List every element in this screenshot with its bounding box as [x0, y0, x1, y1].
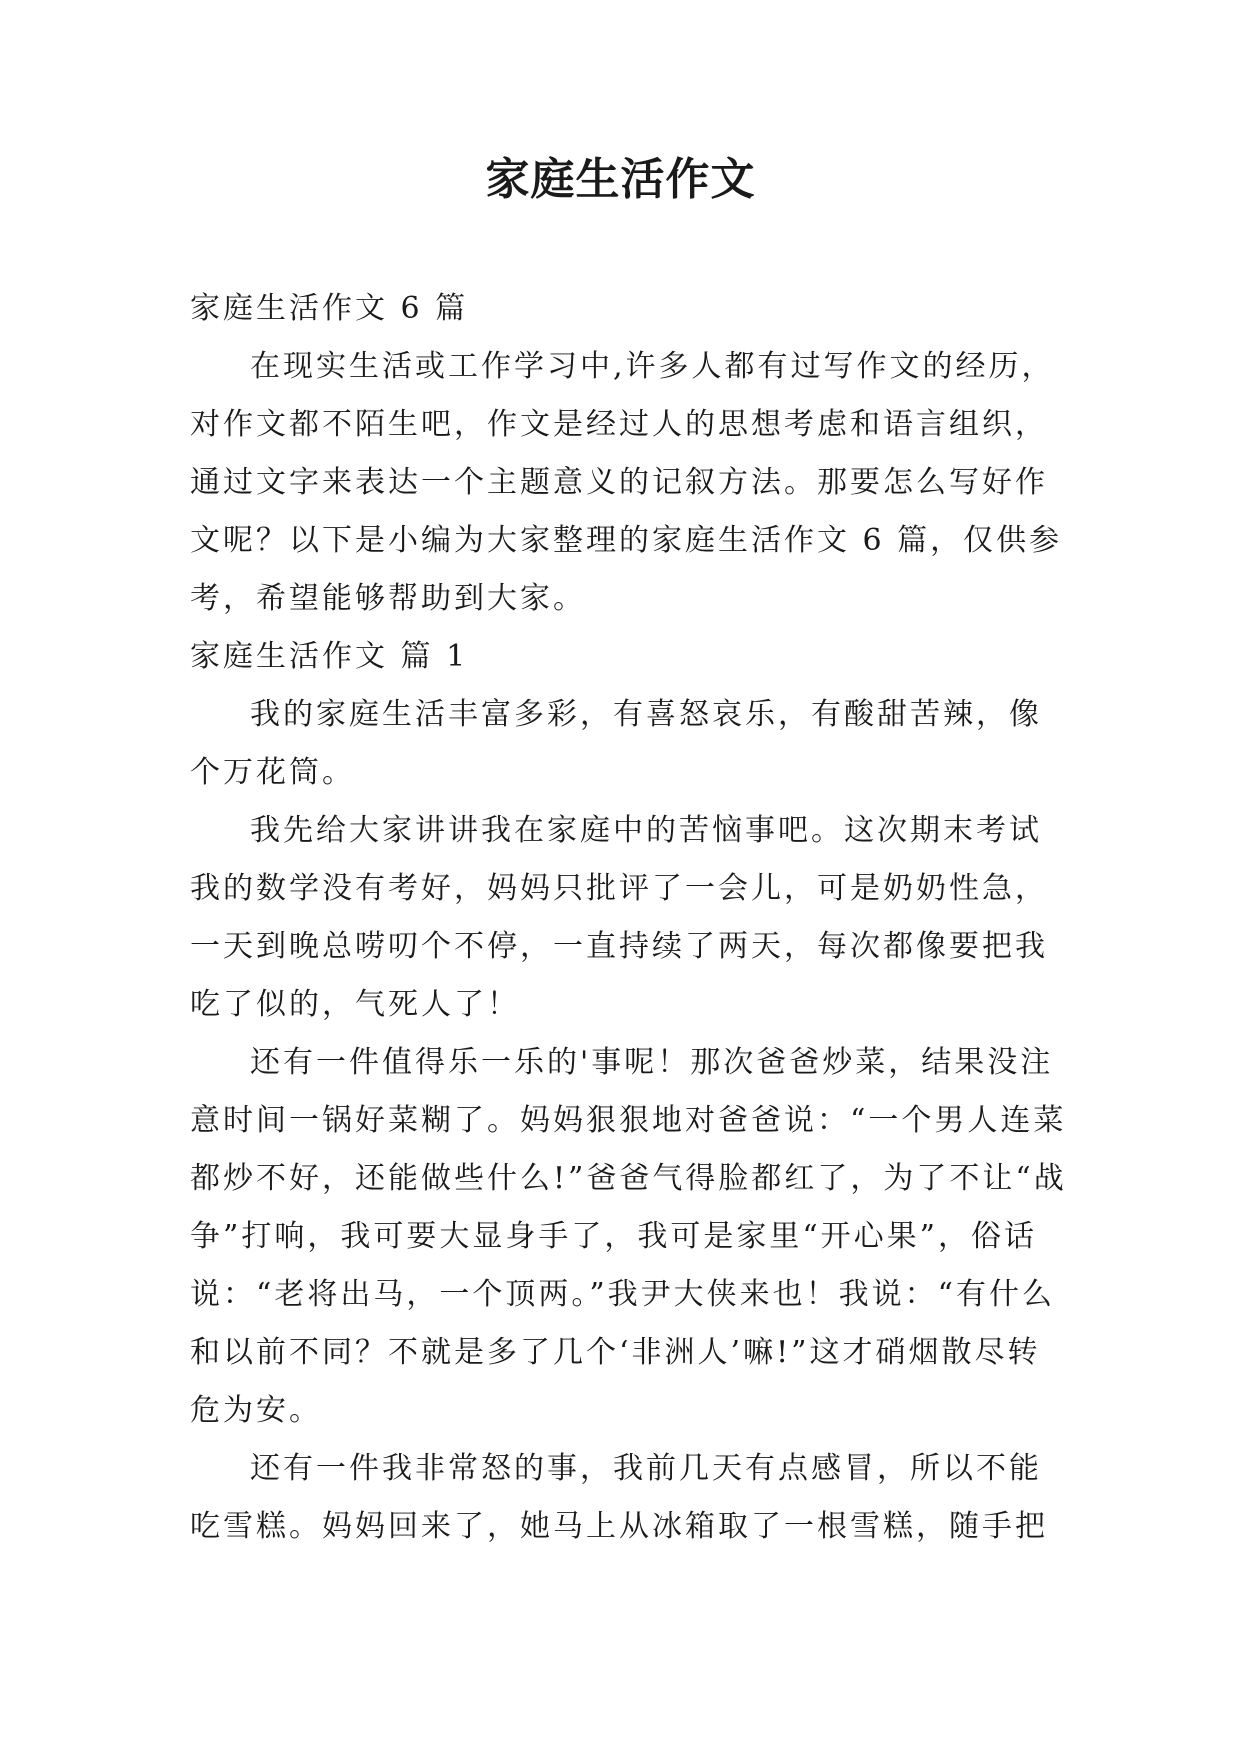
- paragraph: 我先给大家讲讲我在家庭中的苦恼事吧。这次期末考试我的数学没有考好，妈妈只批评了一会儿，可是奶奶性急，一天到晚总唠叨个不停，一直持续了两天，每次都像要把我吃了似的，气死人了！: [190, 813, 1048, 1022]
- document-title: 家庭生活作文: [485, 154, 756, 205]
- document-body: [190, 280, 1070, 1556]
- intro-paragraph: 在现实生活或工作学习中,许多人都有过写作文的经历，对作文都不陌生吧，作文是经过人的思想考虑和语言组织，通过文字来表达一个主题意义的记叙方法。那要怎么写好作文呢？以下是小编为大家整理的家庭生活作文 6 篇，仅供参考，希望能够帮助到大家。: [190, 349, 1063, 616]
- paragraph: 我的家庭生活丰富多彩，有喜怒哀乐，有酸甜苦辣，像个万花筒。: [190, 697, 1042, 790]
- section-heading-1: 家庭生活作文 篇 1: [190, 639, 469, 674]
- paragraph: 还有一件值得乐一乐的'事呢！那次爸爸炒菜，结果没注意时间一锅好菜糊了。妈妈狠狠地对爸爸说：“一个男人连菜都炒不好，还能做些什么!”爸爸气得脸都红了，为了不让“战争”打响，我可要大显身手了，我可是家里“开心果”，俗话说：“老将出马，一个顶两。”我尹大侠来也！我说：“有什么和以前不同？不就是多了几个‘非洲人’嘛!”这才硝烟散尽转危为安。: [190, 1045, 1067, 1428]
- paragraph: 还有一件我非常怒的事，我前几天有点感冒，所以不能吃雪糕。妈妈回来了，她马上从冰箱取了一根雪糕，随手把: [190, 1451, 1048, 1544]
- collection-heading: 家庭生活作文 6 篇: [190, 291, 469, 326]
